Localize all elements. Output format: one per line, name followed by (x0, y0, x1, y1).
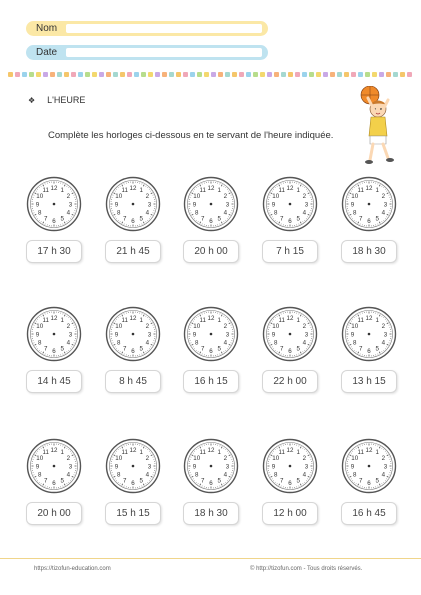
clock-center-dot (289, 203, 292, 206)
clock-number: 3 (147, 201, 152, 209)
date-field[interactable] (26, 45, 268, 60)
clock-number: 3 (304, 463, 309, 471)
clock-number: 8 (273, 471, 278, 479)
clock-number: 10 (115, 193, 123, 201)
clock-number: 1 (217, 317, 221, 325)
decorative-dot (316, 72, 321, 77)
clock-number: 5 (217, 345, 221, 353)
clock-number: 4 (145, 339, 150, 347)
clock-number: 8 (116, 339, 121, 347)
clock-number: 4 (66, 339, 71, 347)
clock-number: 4 (66, 209, 71, 217)
clock-center-dot (132, 333, 135, 336)
clock-face[interactable] (341, 438, 397, 494)
clock-number: 11 (357, 317, 364, 325)
time-label: 13 h 15 (341, 370, 397, 393)
decorative-dot (239, 72, 244, 77)
clock-number: 12 (129, 184, 137, 192)
clock-number: 11 (357, 187, 364, 195)
clock-number: 12 (365, 446, 373, 454)
time-label: 15 h 15 (105, 502, 161, 525)
clock-number: 12 (50, 314, 58, 322)
clock-number: 11 (42, 187, 49, 195)
footer-url[interactable]: https://tizofun-education.com (34, 566, 111, 572)
clock-number: 5 (375, 477, 379, 485)
decorative-dot (197, 72, 202, 77)
clock-number: 6 (209, 479, 213, 487)
clock-face[interactable] (183, 176, 239, 232)
clock-face[interactable] (183, 438, 239, 494)
clock-number: 11 (199, 449, 206, 457)
time-label: 18 h 30 (341, 240, 397, 263)
clock-number: 9 (192, 331, 197, 339)
time-label: 8 h 45 (105, 370, 161, 393)
clock-number: 7 (359, 345, 363, 353)
decorative-dot (351, 72, 356, 77)
clock-number: 5 (139, 215, 143, 223)
clock-number: 5 (296, 345, 300, 353)
clock-number: 4 (381, 339, 386, 347)
clock-number: 7 (123, 215, 127, 223)
clock-number: 5 (296, 477, 300, 485)
clock-number: 8 (352, 339, 357, 347)
clock-number: 4 (66, 471, 71, 479)
clock-number: 1 (217, 449, 221, 457)
clock-number: 7 (201, 345, 205, 353)
clock-number: 6 (288, 347, 292, 355)
clock-center-dot (368, 203, 371, 206)
clock-number: 12 (207, 446, 215, 454)
clock-number: 8 (194, 471, 199, 479)
clock-number: 2 (145, 455, 150, 463)
time-label: 17 h 30 (26, 240, 82, 263)
clock-number: 3 (225, 201, 230, 209)
clock-number: 12 (207, 184, 215, 192)
decorative-dot (43, 72, 48, 77)
decorative-dot (246, 72, 251, 77)
clock-number: 6 (131, 479, 135, 487)
clock-face[interactable] (341, 176, 397, 232)
clock-face[interactable] (105, 176, 161, 232)
clock-number: 11 (121, 449, 128, 457)
decorative-dot (78, 72, 83, 77)
clock-number: 8 (352, 471, 357, 479)
clock-center-dot (368, 333, 371, 336)
clock-number: 9 (350, 463, 355, 471)
clock-number: 5 (139, 477, 143, 485)
clock-number: 6 (131, 347, 135, 355)
clock-number: 9 (192, 463, 197, 471)
decorative-dot (8, 72, 13, 77)
clock-number: 8 (194, 339, 199, 347)
clock-number: 6 (209, 347, 213, 355)
clock-number: 3 (383, 331, 388, 339)
clock-number: 3 (383, 201, 388, 209)
clock-center-dot (289, 465, 292, 468)
clock-number: 10 (272, 323, 280, 331)
clock-number: 5 (375, 215, 379, 223)
time-label: 12 h 00 (262, 502, 318, 525)
clock-number: 9 (192, 201, 197, 209)
clock-number: 12 (365, 314, 373, 322)
clock-number: 10 (272, 455, 280, 463)
decorative-dot (400, 72, 405, 77)
decorative-dot (99, 72, 104, 77)
clock-number: 4 (302, 471, 307, 479)
clock-number: 2 (302, 455, 307, 463)
decorative-dot (141, 72, 146, 77)
decorative-dot (169, 72, 174, 77)
clock-number: 5 (60, 215, 64, 223)
decorative-dot (232, 72, 237, 77)
clock-number: 6 (288, 217, 292, 225)
clock-number: 5 (217, 215, 221, 223)
clock-number: 11 (121, 187, 128, 195)
clock-number: 6 (52, 347, 56, 355)
clock-number: 8 (273, 339, 278, 347)
clock-number: 8 (194, 209, 199, 217)
time-label: 20 h 00 (183, 240, 239, 263)
clock-number: 1 (60, 317, 64, 325)
clock-number: 3 (225, 463, 230, 471)
clock-number: 3 (68, 201, 73, 209)
clock-number: 7 (280, 215, 284, 223)
clock-number: 12 (286, 446, 294, 454)
clock-number: 9 (271, 331, 276, 339)
clock-number: 9 (114, 201, 119, 209)
clock-number: 2 (66, 323, 71, 331)
clock-number: 11 (357, 449, 364, 457)
clock-number: 1 (296, 187, 300, 195)
clock-number: 10 (193, 193, 201, 201)
clock-number: 9 (350, 331, 355, 339)
clock-number: 6 (131, 217, 135, 225)
clock-number: 4 (145, 209, 150, 217)
clock-number: 3 (68, 463, 73, 471)
decorative-dot (36, 72, 41, 77)
footer-divider (0, 558, 421, 559)
decorative-dot (225, 72, 230, 77)
decorative-dot (407, 72, 412, 77)
clock-number: 7 (44, 477, 48, 485)
clock-number: 8 (116, 209, 121, 217)
clock-number: 5 (217, 477, 221, 485)
clock-number: 6 (209, 217, 213, 225)
decorative-dot (211, 72, 216, 77)
clock-number: 1 (60, 449, 64, 457)
clock-center-dot (368, 465, 371, 468)
decorative-dot (344, 72, 349, 77)
decorative-dot (190, 72, 195, 77)
clock-number: 4 (302, 339, 307, 347)
clock-center-dot (53, 465, 56, 468)
clock-number: 12 (286, 184, 294, 192)
clock-number: 9 (114, 331, 119, 339)
clock-number: 1 (139, 187, 143, 195)
clock-number: 3 (147, 331, 152, 339)
clock-face[interactable] (26, 176, 82, 232)
decorative-dot (57, 72, 62, 77)
decorative-dot (260, 72, 265, 77)
clock-number: 10 (272, 193, 280, 201)
decorative-dot (323, 72, 328, 77)
clock-number: 12 (50, 184, 58, 192)
clock-number: 3 (225, 331, 230, 339)
section-title (28, 95, 85, 105)
clock-number: 2 (302, 193, 307, 201)
decorative-dot (253, 72, 258, 77)
clock-number: 5 (60, 477, 64, 485)
clock-number: 6 (367, 347, 371, 355)
clock-number: 9 (350, 201, 355, 209)
clock-number: 6 (367, 479, 371, 487)
clock-number: 3 (147, 463, 152, 471)
decorative-dot (183, 72, 188, 77)
instruction-text: Complète les horloges ci-dessous en te servant de l'heure indiquée. (48, 130, 334, 141)
clock-number: 12 (207, 314, 215, 322)
clock-number: 7 (280, 477, 284, 485)
clock-number: 4 (223, 339, 228, 347)
clock-number: 2 (145, 193, 150, 201)
footer-copyright: © http://tizofun.com - Tous droits réservés. (250, 566, 363, 572)
date-input[interactable] (66, 48, 262, 57)
clock-number: 5 (375, 345, 379, 353)
clock-number: 11 (199, 187, 206, 195)
decorative-dot (204, 72, 209, 77)
time-label: 16 h 45 (341, 502, 397, 525)
clock-number: 1 (375, 187, 379, 195)
clock-number: 1 (217, 187, 221, 195)
clock-number: 10 (351, 323, 359, 331)
clock-face[interactable] (105, 306, 161, 362)
clock-number: 7 (359, 215, 363, 223)
clock-number: 12 (50, 446, 58, 454)
clock-number: 1 (375, 317, 379, 325)
clock-number: 10 (193, 323, 201, 331)
clock-number: 2 (223, 455, 228, 463)
clock-number: 10 (193, 455, 201, 463)
clock-number: 1 (139, 449, 143, 457)
decorative-dot (134, 72, 139, 77)
clock-number: 1 (375, 449, 379, 457)
clock-number: 11 (278, 187, 285, 195)
clock-number: 1 (139, 317, 143, 325)
clock-number: 4 (381, 209, 386, 217)
clock-center-dot (289, 333, 292, 336)
basketball-kid-illustration (350, 86, 398, 168)
decorative-dot (379, 72, 384, 77)
decorative-dot (155, 72, 160, 77)
clock-number: 9 (35, 331, 40, 339)
clock-number: 4 (145, 471, 150, 479)
clock-center-dot (132, 465, 135, 468)
clock-number: 2 (223, 323, 228, 331)
clock-number: 1 (60, 187, 64, 195)
clock-number: 7 (44, 215, 48, 223)
clock-number: 6 (52, 479, 56, 487)
time-label: 16 h 15 (183, 370, 239, 393)
clock-number: 6 (288, 479, 292, 487)
clock-number: 7 (201, 477, 205, 485)
clock-number: 8 (116, 471, 121, 479)
clock-number: 2 (302, 323, 307, 331)
decorative-dot (15, 72, 20, 77)
clock-number: 11 (278, 317, 285, 325)
clock-number: 8 (37, 209, 42, 217)
clock-center-dot (53, 333, 56, 336)
decorative-dot (176, 72, 181, 77)
clock-number: 10 (36, 193, 44, 201)
clock-number: 10 (115, 323, 123, 331)
decorative-dot (288, 72, 293, 77)
clock-number: 4 (223, 209, 228, 217)
clock-number: 10 (351, 455, 359, 463)
clock-number: 6 (367, 217, 371, 225)
decorative-dot (148, 72, 153, 77)
clock-face[interactable] (26, 438, 82, 494)
time-label: 18 h 30 (183, 502, 239, 525)
time-label: 22 h 00 (262, 370, 318, 393)
decorative-dot (372, 72, 377, 77)
clock-face[interactable] (105, 438, 161, 494)
clock-number: 7 (201, 215, 205, 223)
time-label: 21 h 45 (105, 240, 161, 263)
name-label: Nom (36, 23, 58, 34)
clock-number: 9 (35, 463, 40, 471)
clock-face[interactable] (183, 306, 239, 362)
clock-number: 2 (381, 193, 386, 201)
decorative-dot (120, 72, 125, 77)
clock-number: 11 (42, 317, 49, 325)
clock-number: 5 (139, 345, 143, 353)
decorative-dot (386, 72, 391, 77)
decorative-dot (113, 72, 118, 77)
clock-number: 4 (381, 471, 386, 479)
decorative-dot (365, 72, 370, 77)
clock-center-dot (210, 465, 213, 468)
clock-face[interactable] (262, 306, 318, 362)
decorative-dot (162, 72, 167, 77)
clock-number: 4 (223, 471, 228, 479)
section-title-text: L'HEURE (47, 95, 86, 105)
clock-number: 9 (271, 201, 276, 209)
clock-number: 12 (365, 184, 373, 192)
clock-number: 2 (66, 193, 71, 201)
decorative-dot (92, 72, 97, 77)
clock-number: 11 (278, 449, 285, 457)
clock-number: 2 (145, 323, 150, 331)
clock-number: 10 (36, 455, 44, 463)
clock-number: 12 (286, 314, 294, 322)
decorative-dot (267, 72, 272, 77)
time-label: 7 h 15 (262, 240, 318, 263)
clock-number: 3 (68, 331, 73, 339)
clock-number: 3 (383, 463, 388, 471)
clock-center-dot (53, 203, 56, 206)
decorative-dot (281, 72, 286, 77)
decorative-dot (393, 72, 398, 77)
clock-center-dot (132, 203, 135, 206)
bullet-icon: ❖ (28, 95, 36, 105)
clock-number: 8 (37, 339, 42, 347)
decorative-dot (106, 72, 111, 77)
clock-number: 10 (115, 455, 123, 463)
clock-number: 11 (121, 317, 128, 325)
date-label: Date (36, 47, 58, 58)
name-field[interactable] (26, 21, 268, 36)
clock-number: 4 (302, 209, 307, 217)
clock-number: 7 (123, 477, 127, 485)
decorative-dot (309, 72, 314, 77)
decorative-dot (337, 72, 342, 77)
clock-number: 1 (296, 449, 300, 457)
clock-number: 9 (35, 201, 40, 209)
decorative-dot (274, 72, 279, 77)
clock-number: 11 (199, 317, 206, 325)
clock-number: 2 (66, 455, 71, 463)
clock-number: 7 (359, 477, 363, 485)
clock-number: 8 (37, 471, 42, 479)
decorative-dot (71, 72, 76, 77)
clock-number: 6 (52, 217, 56, 225)
clock-face[interactable] (262, 438, 318, 494)
clock-number: 12 (129, 314, 137, 322)
decorative-dot (127, 72, 132, 77)
clock-number: 1 (296, 317, 300, 325)
decorative-dot (358, 72, 363, 77)
clock-face[interactable] (341, 306, 397, 362)
decorative-dot (330, 72, 335, 77)
decorative-dot (22, 72, 27, 77)
decorative-dot (29, 72, 34, 77)
clock-number: 5 (60, 345, 64, 353)
clock-number: 8 (273, 209, 278, 217)
decorative-dot (85, 72, 90, 77)
clock-number: 10 (351, 193, 359, 201)
clock-number: 7 (44, 345, 48, 353)
clock-number: 9 (271, 463, 276, 471)
time-label: 20 h 00 (26, 502, 82, 525)
decorative-dot (218, 72, 223, 77)
clock-number: 9 (114, 463, 119, 471)
clock-center-dot (210, 333, 213, 336)
decorative-dot (295, 72, 300, 77)
clock-number: 10 (36, 323, 44, 331)
time-label: 14 h 45 (26, 370, 82, 393)
clock-number: 12 (129, 446, 137, 454)
clock-number: 3 (304, 201, 309, 209)
clock-number: 11 (42, 449, 49, 457)
clock-center-dot (210, 203, 213, 206)
clock-number: 7 (280, 345, 284, 353)
clock-number: 2 (381, 323, 386, 331)
decorative-dot-strip (8, 72, 413, 77)
clock-number: 5 (296, 215, 300, 223)
clock-number: 2 (223, 193, 228, 201)
decorative-dot (302, 72, 307, 77)
decorative-dot (64, 72, 69, 77)
clock-face[interactable] (26, 306, 82, 362)
clock-face[interactable] (262, 176, 318, 232)
clock-number: 8 (352, 209, 357, 217)
clock-number: 2 (381, 455, 386, 463)
clock-number: 7 (123, 345, 127, 353)
clock-number: 3 (304, 331, 309, 339)
name-input[interactable] (66, 24, 262, 33)
decorative-dot (50, 72, 55, 77)
